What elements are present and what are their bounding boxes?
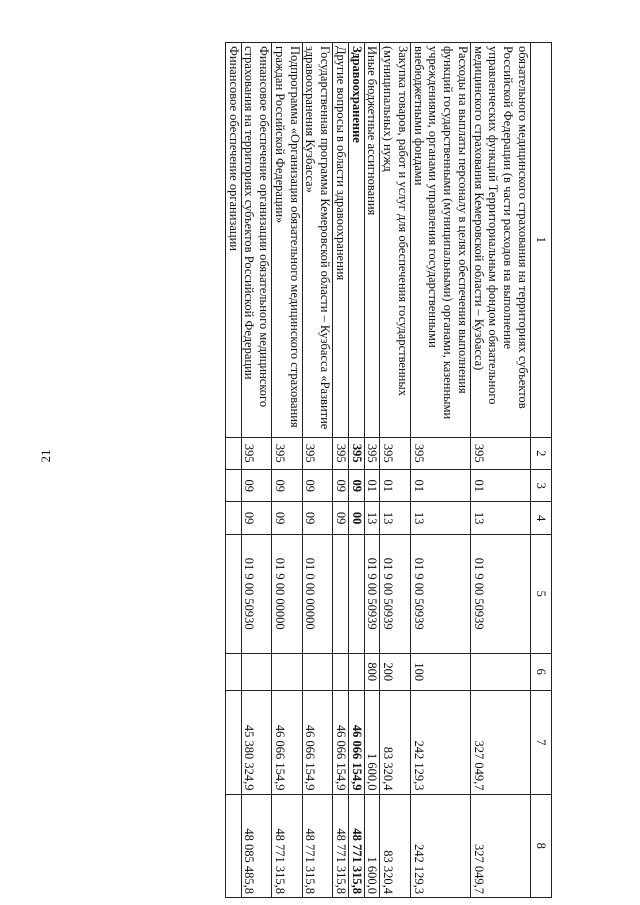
row-target-article-cell (226, 534, 242, 653)
header-cell-4: 4 (531, 502, 552, 534)
row-name-cell: Иные бюджетные ассигнования (364, 43, 380, 438)
row-amount-2024-cell: 46 066 154,9 (302, 691, 333, 794)
row-subsection-cell: 09 (272, 502, 303, 534)
header-cell-7: 7 (531, 691, 552, 794)
row-amount-2025-cell: 1 600,0 (364, 794, 380, 898)
row-subsection-cell: 09 (302, 502, 333, 534)
row-subsection-cell: 00 (349, 502, 365, 534)
row-amount-2024-cell: 46 066 154,9 (272, 691, 303, 794)
table-body (226, 43, 531, 898)
row-section-cell: 01 (411, 469, 471, 501)
row-amount-2025-cell: 327 049,7 (471, 794, 531, 898)
table-row (364, 43, 380, 898)
row-code-cell: 395 (471, 437, 531, 469)
row-expense-type-cell: 100 (411, 653, 471, 691)
row-expense-type-cell: 800 (364, 653, 380, 691)
row-expense-type-cell (471, 653, 531, 691)
budget-table (225, 42, 552, 898)
table-row (226, 43, 242, 898)
row-section-cell: 09 (241, 469, 272, 501)
row-target-article-cell: 01 9 00 50930 (241, 534, 272, 653)
row-subsection-cell: 13 (364, 502, 380, 534)
row-expense-type-cell (349, 653, 365, 691)
table-row (349, 43, 365, 898)
table-row (333, 43, 349, 898)
row-target-article-cell: 01 9 00 50939 (411, 534, 471, 653)
table-header-row (531, 43, 552, 898)
row-amount-2024-cell: 242 129,3 (411, 691, 471, 794)
row-expense-type-cell (241, 653, 272, 691)
row-amount-2025-cell: 48 771 315,8 (302, 794, 333, 898)
row-name-cell: Финансовое обеспечение организации обязательного медицинского страхования на территориях субъектов Российской Федерации (241, 43, 272, 438)
row-subsection-cell: 13 (411, 502, 471, 534)
table-row (380, 43, 411, 898)
row-section-cell: 01 (471, 469, 531, 501)
header-cell-3: 3 (531, 469, 552, 501)
row-code-cell: 395 (241, 437, 272, 469)
row-target-article-cell: 01 0 00 00000 (302, 534, 333, 653)
table-row (302, 43, 333, 898)
row-amount-2024-cell: 327 049,7 (471, 691, 531, 794)
row-amount-2025-cell: 48 771 315,8 (272, 794, 303, 898)
row-amount-2024-cell: 83 320,4 (380, 691, 411, 794)
row-target-article-cell (333, 534, 349, 653)
table-row (411, 43, 471, 898)
row-subsection-cell (226, 502, 242, 534)
row-code-cell: 395 (302, 437, 333, 469)
row-subsection-cell: 13 (380, 502, 411, 534)
row-section-cell: 01 (364, 469, 380, 501)
row-amount-2025-cell: 83 320,4 (380, 794, 411, 898)
row-name-cell: Государственная программа Кемеровской области – Кузбасса «Развитие здравоохранения Кузбасса» (302, 43, 333, 438)
row-section-cell: 01 (380, 469, 411, 501)
row-amount-2025-cell: 48 771 315,8 (333, 794, 349, 898)
row-target-article-cell: 01 9 00 50939 (364, 534, 380, 653)
page-number: 21 (38, 449, 53, 463)
row-code-cell: 395 (364, 437, 380, 469)
header-cell-2: 2 (531, 437, 552, 469)
budget-table-container (104, 42, 552, 898)
row-amount-2024-cell: 1 600,0 (364, 691, 380, 794)
header-cell-5: 5 (531, 534, 552, 653)
row-expense-type-cell (226, 653, 242, 691)
row-name-cell: Подпрограмма «Организация обязательного медицинского страхования граждан Российской Федерации» (272, 43, 303, 438)
row-section-cell: 09 (349, 469, 365, 501)
header-cell-6: 6 (531, 653, 552, 691)
row-name-cell: Финансовое обеспечение организации (226, 43, 242, 438)
row-section-cell: 09 (272, 469, 303, 501)
row-name-cell: Расходы на выплаты персоналу в целях обеспечения выполнения функций государственными (муниципальными) органами, казенными учреждениями, органами управления государственными внебюджетными фондами (411, 43, 471, 438)
row-amount-2025-cell (226, 794, 242, 898)
row-subsection-cell: 09 (333, 502, 349, 534)
row-amount-2025-cell: 242 129,3 (411, 794, 471, 898)
row-target-article-cell: 01 9 00 00000 (272, 534, 303, 653)
row-section-cell: 09 (302, 469, 333, 501)
row-target-article-cell: 01 9 00 50939 (380, 534, 411, 653)
row-code-cell: 395 (380, 437, 411, 469)
header-cell-1: 1 (531, 43, 552, 438)
row-subsection-cell: 09 (241, 502, 272, 534)
row-amount-2025-cell: 48 085 485,8 (241, 794, 272, 898)
table-row (241, 43, 272, 898)
row-expense-type-cell (302, 653, 333, 691)
row-section-cell (226, 469, 242, 501)
row-code-cell: 395 (272, 437, 303, 469)
row-expense-type-cell: 200 (380, 653, 411, 691)
row-code-cell: 395 (333, 437, 349, 469)
row-target-article-cell: 01 9 00 50939 (471, 534, 531, 653)
row-amount-2025-cell: 48 771 315,8 (349, 794, 365, 898)
row-amount-2024-cell: 46 066 154,9 (349, 691, 365, 794)
row-subsection-cell: 13 (471, 502, 531, 534)
row-name-cell: Здравоохранение (349, 43, 365, 438)
row-code-cell (226, 437, 242, 469)
row-section-cell: 09 (333, 469, 349, 501)
row-amount-2024-cell (226, 691, 242, 794)
row-expense-type-cell (272, 653, 303, 691)
row-name-cell: Закупка товаров, работ и услуг для обеспечения государственных (муниципальных) нужд (380, 43, 411, 438)
row-target-article-cell (349, 534, 365, 653)
table-row (272, 43, 303, 898)
header-cell-8: 8 (531, 794, 552, 898)
row-code-cell: 395 (411, 437, 471, 469)
row-name-cell: обязательного медицинского страхования на территориях субъектов Российской Федерации (в части расходов на выполнение управленческих функций Территориальным фондом обязательного медицинского страхования Кемеровской области – Кузбасса) (471, 43, 531, 438)
row-amount-2024-cell: 45 380 324,9 (241, 691, 272, 794)
row-name-cell: Другие вопросы в области здравоохранения (333, 43, 349, 438)
row-code-cell: 395 (349, 437, 365, 469)
row-expense-type-cell (333, 653, 349, 691)
row-amount-2024-cell: 46 066 154,9 (333, 691, 349, 794)
table-row (471, 43, 531, 898)
